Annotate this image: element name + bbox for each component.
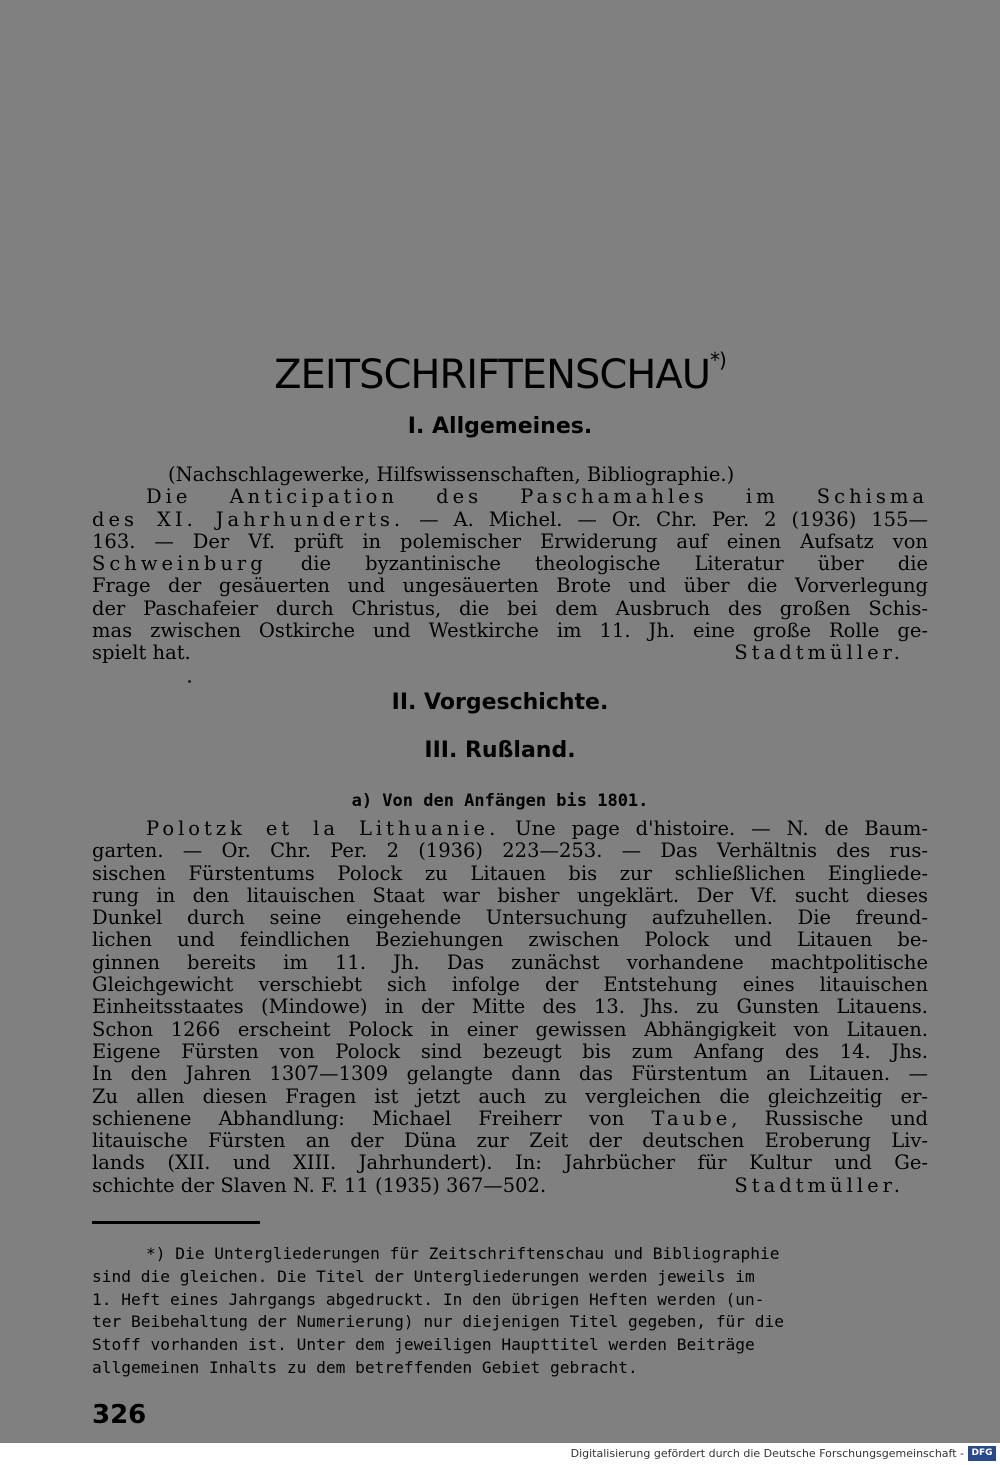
article-title: Die Anticipation des Paschamahles im Schisma bbox=[146, 485, 928, 509]
page-number: 326 bbox=[92, 1400, 147, 1430]
subsection-heading: a) Von den Anfängen bis 1801. bbox=[351, 791, 649, 811]
title-footnote-mark: *) bbox=[710, 348, 726, 372]
paragraph-polotzk: Polotzk et la Lithuanie. Une page d'histoire. — N. de Baum- garten. — Or. Chr. Per. 2 (1936) 223—253. — Das Verhältnis des rus- sischen Fürstentums Polock zu Litauen bis zur schließlichen Eingliede- rung in den litauischen Staat war bisher ungeklärt. Der Vf. sucht dieses Dunkel durch seine eingehende Untersuchung aufzuhellen. Die freund- lichen und feindlichen Beziehungen zwischen Polock und Litauen be- ginnen bereits im 11. Jh. Das zunächst vorhandene machtpolitische Gleichgewicht verschiebt sich infolge der Entstehung eines litauischen Einheitsstaates (Mindowe) in der Mitte des 13. Jhs. zu Gunsten Litauens. Schon 1266 erscheint Polock in einer gewissen Abhängigkeit von Litauen. Eigene Fürsten von Polock sind bezeugt bis zum Anfang des 14. Jhs. In den Jahren 1307—1309 gelangte dann das Fürstentum an Litauen. — Zu allen diesen Fragen ist jetzt auch zu vergleichen die gleichzeitig er- schienene Abhandlung: Michael Freiherr von Taube, Russische und litauische Fürsten an der Düna zur Zeit der deutschen Eroberung Liv- lands (XII. und XIII. Jahrhundert). In: Jahrbücher für Kultur und Ge- schichte der Slaven N. F. 11 (1935) 367—502. Stadtmüller. bbox=[92, 817, 928, 1197]
section-heading-vorgeschichte: II. Vorgeschichte. bbox=[391, 690, 609, 715]
author-name: Schweinburg bbox=[92, 552, 267, 576]
paragraph-anticipation: (Nachschlagewerke, Hilfswissenschaften, Bibliographie.) Die Anticipation des Paschamahles im Schisma des XI. Jahrhunderts. — A. Michel. — Or. Chr. Per. 2 (1936) 155— 163. — Der Vf. prüft in polemischer Erwiderung auf einen Aufsatz von Schweinburg die byzantinische theologische Literatur über die Frage der gesäuerten und ungesäuerten Brote und über die Vorverlegung der Paschafeier durch Christus, die bei dem Ausbruch des großen Schis- mas zwischen Ostkirche und Westkirche im 11. Jh. eine große Rolle ge- spielt hat. Stadtmüller. bbox=[92, 463, 928, 665]
footnote-divider bbox=[92, 1221, 260, 1224]
reviewer-signature: Stadtmüller. bbox=[734, 1173, 904, 1197]
footer-credit: Digitalisierung gefördert durch die Deutsche Forschungsgemeinschaft - bbox=[570, 1447, 964, 1460]
footnote: *) Die Untergliederungen für Zeitschriftenschau und Bibliographie sind die gleichen. Die Titel der Untergliederungen werden jeweils im 1. Heft eines Jahrgangs abgedruckt. In den übrigen Heften werden (un- ter Beibehaltung der Numerierung) nur diejenigen Titel gegeben, für die Stoff vorhanden ist. Unter dem jeweiligen Haupttitel werden Beiträge allgemeinen Inhalts zu dem betreffenden Gebiet gebracht. bbox=[92, 1244, 784, 1377]
speck bbox=[188, 680, 191, 683]
article-title-cont: des XI. Jahrhunderts. bbox=[92, 507, 405, 531]
section-subtitle: (Nachschlagewerke, Hilfswissenschaften, Bibliographie.) bbox=[168, 463, 735, 486]
page-title: ZEITSCHRIFTENSCHAU*) bbox=[274, 348, 726, 398]
reviewer-signature: Stadtmüller. bbox=[734, 641, 904, 665]
author-name: Taube bbox=[651, 1106, 732, 1130]
dfg-logo-icon[interactable]: DFG bbox=[968, 1446, 996, 1461]
section-heading-russland: III. Rußland. bbox=[424, 738, 576, 763]
section-heading-allgemeines: I. Allgemeines. bbox=[407, 414, 593, 439]
article-title: Polotzk et la Lithuanie. bbox=[146, 817, 500, 840]
